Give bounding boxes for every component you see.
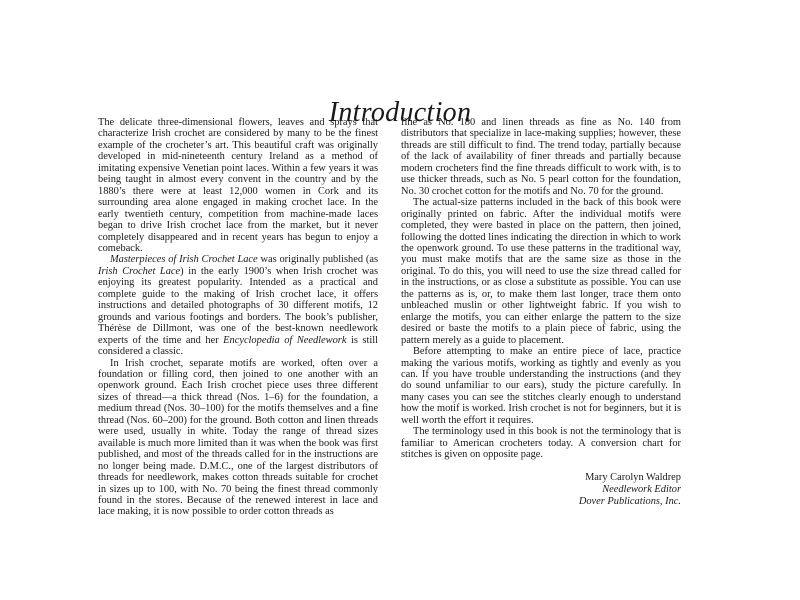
left-column xyxy=(98,117,378,518)
paragraph-text: is still considered a classic. xyxy=(98,334,378,358)
book-title-original: Irish Crochet Lace xyxy=(98,265,181,277)
paragraph-history: The delicate three-dimensional flowers, leaves and sprays that characterize Irish crochet are considered by many to be the finest example of the crocheter’s art. This beautiful craft was originally developed in mid-nineteenth century Ireland as a method of imitating expensive Venetian point laces. Within a few years it was being taught in almost every convent in the country and by the 1880’s there were at least 12,000 women in Cork and its surrounding area alone engaged in making crochet lace. In the early twentieth century, competition from machine-made laces began to drive Irish crochet lace from the market, but it never completely disappeared and in recent years has begun to enjoy a comeback. xyxy=(98,117,378,254)
paragraph-threads-cont: fine as No. 180 and linen threads as fine as No. 140 from distributors that specialize in lace-making supplies; however, these threads are still difficult to find. The trend today, partially because of the lack of availability of finer threads and partially because modern crocheters find the fine threads difficult to work with, is to use thicker threads, such as No. 5 pearl cotton for the foundation, No. 30 crochet cotton for the motifs and No. 70 for the ground. xyxy=(401,117,681,197)
page-title: Introduction xyxy=(328,96,472,128)
signature-role: Needlework Editor xyxy=(602,483,681,495)
signature-org: Dover Publications, Inc. xyxy=(578,495,681,507)
paragraph-threads: In Irish crochet, separate motifs are worked, often over a foundation or filling cord, then joined to one another with an openwork ground. Each Irish crochet piece uses three different sizes of thread—a thick thread (Nos. 1–6) for the foundation, a medium thread (Nos. 30–100) for the motifs themselves and a fine thread (Nos. 60–200) for the ground. Both cotton and linen threads were used, usually in white. Today the range of thread sizes available is much more limited than it was when the book was first published, and most of the threads called for in the instructions are no longer being made. D.M.C., one of the largest distributors of threads for needlework, makes cotton threads suitable for crochet in sizes up to 100, with No. 70 being the finest thread commonly found in the stores. Because of the renewed interest in lace and lace making, it is now possible to order cotton threads as xyxy=(98,357,378,518)
signature-name: Mary Carolyn Waldrep xyxy=(585,471,681,483)
paragraph-patterns: The actual-size patterns included in the back of this book were originally printed on fabric. After the individual motifs were completed, they were basted in place on the pattern, then joined, following the dotted lines indicating the direction in which to work the openwork ground. To use these patterns in the traditional way, you must make motifs that are the same size as those in the original. To do this, you will need to use the size thread called for in the instructions, or as close a substitute as possible. You can use the patterns as is, or, to make them last longer, trace them onto unbleached muslin or other lightweight fabric. If you wish to enlarge the motifs, you can either enlarge the pattern to the size desired or baste the motifs to a plain piece of fabric, using the pattern merely as a guide to placement. xyxy=(401,197,681,346)
paragraph-book xyxy=(98,254,378,357)
book-title-masterpieces: Masterpieces of Irish Crochet Lace xyxy=(110,254,258,266)
signature-block xyxy=(401,472,681,508)
paragraph-text: ) in the early 1900’s when Irish crochet was enjoying its greatest popularity. Intended as a practical and complete guide to the making of Irish crochet lace, it offers instructions and detailed photographs of 30 different motifs, 12 grounds and various footings and borders. The book’s publisher, Thérèse de Dillmont, was one of the best-known needlework experts of the time and her xyxy=(98,265,378,346)
paragraph-text: was originally published (as xyxy=(257,254,378,266)
paragraph-terminology: The terminology used in this book is not the terminology that is familiar to American crocheters today. A conversion chart for stitches is given on opposite page. xyxy=(401,426,681,461)
paragraph-practice: Before attempting to make an entire piece of lace, practice making the various motifs, working as tightly and evenly as you can. If you have trouble understanding the instructions (and they do sound unfamiliar to our ears), study the picture carefully. In many cases you can see the stitches clearly enough to understand how the motif is worked. Irish crochet is not for beginners, but it is well worth the effort it requires. xyxy=(401,346,681,426)
right-column xyxy=(401,117,681,508)
book-title-encyclopedia: Encyclopedia of Needlework xyxy=(223,334,347,346)
